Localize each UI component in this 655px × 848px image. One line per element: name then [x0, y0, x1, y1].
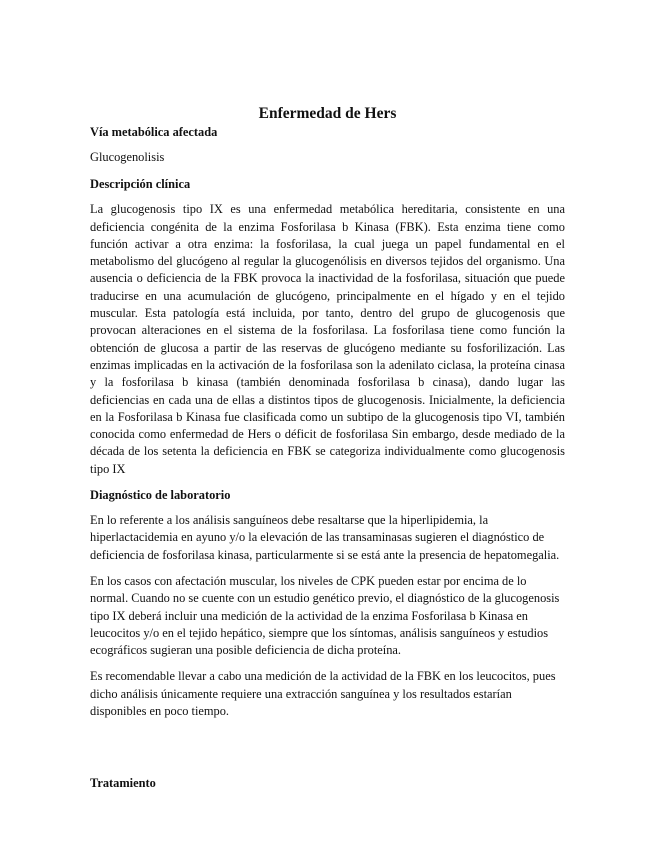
section-heading-lab-diagnosis: Diagnóstico de laboratorio	[90, 488, 231, 503]
metabolic-pathway-text: Glucogenolisis	[90, 150, 165, 164]
lab-diagnosis-paragraph-1: En lo referente a los análisis sanguíneos debe resaltarse que la hiperlipidemia, la hiperlactacidemia en ayuno y/o la elevación de las transaminasas sugieren el diagnóstico de deficiencia de fosforilasa kinasa, particularmente si se está ante la presencia de hepatomegalia.	[90, 513, 560, 562]
section-heading-metabolic-pathway: Vía metabólica afectada	[90, 125, 218, 139]
lab-diagnosis-paragraph-2: En los casos con afectación muscular, los niveles de CPK pueden estar por encima de lo normal. Cuando no se cuente con un estudio genético previo, el diagnóstico de la glucogenosis tipo IX deberá incluir una medición de la actividad de la enzima Fosforilasa b Kinasa en leucocitos y/o en el tejido hepático, siempre que los síntomas, análisis sanguíneos y estudios ecográficos sugieran una posible deficiencia de dicha proteína.	[90, 573, 560, 658]
clinical-description-paragraph: La glucogenosis tipo IX es una enfermedad metabólica hereditaria, consistente en una deficiencia congénita de la enzima Fosforilasa b Kinasa (FBK). Esta enzima tiene como función activar a otra enzima: la fosforilasa, la cual juega un papel fundamental en el metabolismo del glucógeno al regular la glucogenólisis en diversos tejidos del organismo. Una ausencia o deficiencia de la FBK provoca la inactividad de la fosforilasa, situación que puede traducirse en una acumulación de glucógeno, principalmente en el hígado y en el tejido muscular. Esta patología está incluida, por tanto, dentro del grupo de glucogenosis que provocan alteraciones en el sistema de la fosforilasa. La fosforilasa tiene como función la obtención de glucosa a partir de las reservas de glucógeno mediante su fosforilización. Las enzimas implicadas en la activación de la fosforilasa son la adenilato ciclasa, la proteína cinasa y la fosforilasa b kinasa (también denominada fosforilasa b cinasa), dando lugar las deficiencias en cada una de ellas a distintos tipos de glucogenosis. Inicialmente, la deficiencia en la Fosforilasa b Kinasa fue clasificada como un subtipo de la glucogenosis tipo VI, también conocida como enfermedad de Hers o déficit de fosforilasa Sin embargo, desde mediado de la década de los setenta la deficiencia en FBK se categoriza individualmente como glucogenosis tipo IX	[90, 202, 565, 476]
page-title: Enfermedad de Hers	[258, 105, 397, 122]
section-heading-treatment: Tratamiento	[90, 776, 156, 791]
document-page	[90, 104, 565, 791]
lab-diagnosis-paragraph-3: Es recomendable llevar a cabo una medición de la actividad de la FBK en los leucocitos, pues dicho análisis únicamente requiere una extracción sanguínea y los resultados estarían disponibles en poco tiempo.	[90, 669, 556, 719]
section-heading-clinical-description: Descripción clínica	[90, 177, 191, 192]
